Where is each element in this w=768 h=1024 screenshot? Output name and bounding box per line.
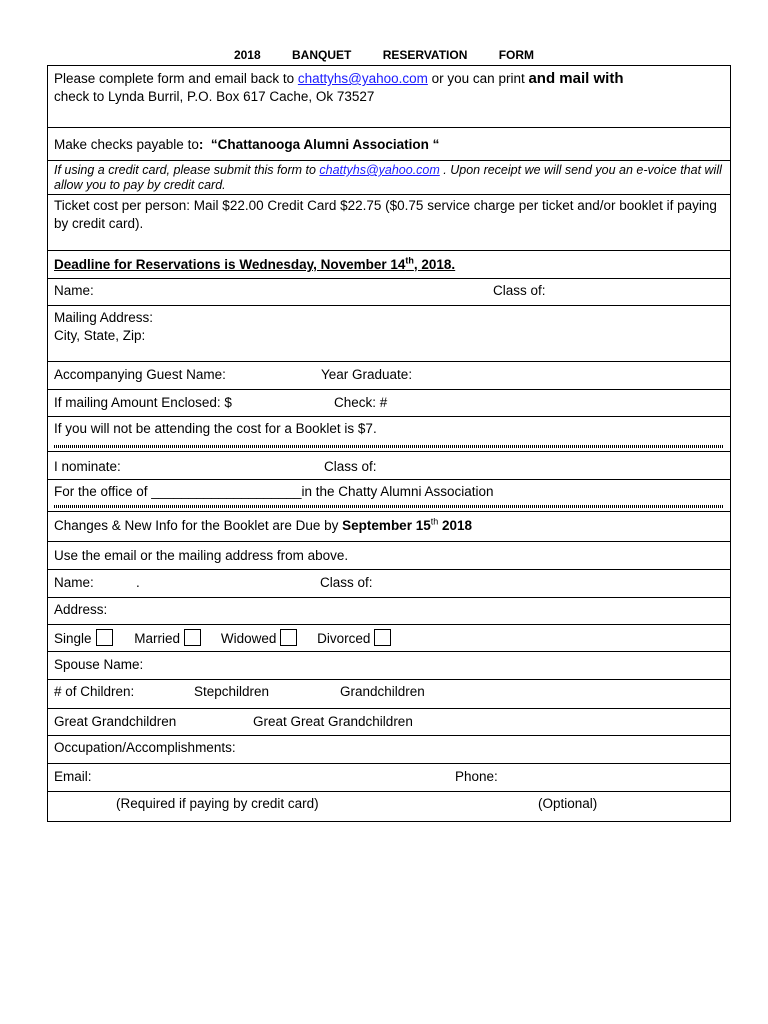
intro-row: [48, 66, 730, 128]
email-phone-row: [48, 764, 730, 792]
nominate-class-label: Class of:: [324, 459, 377, 474]
intro-mail-address: check to Lynda Burril, P.O. Box 617 Cache, Ok 73527: [54, 89, 375, 104]
name2-row: [48, 570, 730, 598]
nominate-row: [48, 452, 730, 480]
booklet-cost-row: [48, 417, 730, 452]
credit-text: If using a credit card, please submit this form to: [54, 163, 320, 177]
name2-class-label: Class of:: [320, 575, 373, 590]
mailing-address-label: Mailing Address:: [54, 310, 154, 325]
booklet-cost-text: If you will not be attending the cost for a Booklet is $7.: [54, 421, 377, 436]
checks-payee: “Chattanooga Alumni Association “: [210, 137, 440, 152]
changes-row: [48, 512, 730, 542]
title-form: FORM: [498, 48, 535, 62]
single-checkbox[interactable]: [96, 629, 113, 646]
credit-card-row: [48, 161, 730, 195]
checks-colon: :: [198, 137, 204, 152]
phone-label: Phone:: [455, 769, 498, 784]
deadline-year: , 2018.: [413, 257, 456, 272]
intro-bold-text: and mail with: [528, 70, 624, 87]
form-title: [0, 48, 768, 62]
great-grandchildren-row: [48, 709, 730, 736]
guest-name-label: Accompanying Guest Name:: [54, 367, 226, 382]
title-year: 2018: [233, 48, 261, 62]
intro-text-2: or you can print: [427, 71, 529, 86]
amount-enclosed-label: If mailing Amount Enclosed: $: [54, 395, 232, 410]
use-email-text: Use the email or the mailing address from above.: [54, 548, 349, 563]
name-row: [48, 279, 730, 306]
office-row: [48, 480, 730, 512]
changes-year: 2018: [438, 518, 473, 533]
widowed-label: Widowed: [220, 631, 277, 646]
married-checkbox[interactable]: [184, 629, 201, 646]
widowed-checkbox[interactable]: [280, 629, 297, 646]
intro-text: Please complete form and email back to: [54, 71, 298, 86]
use-email-row: [48, 542, 730, 570]
reservation-form-table: [47, 65, 731, 822]
city-state-zip-label: City, State, Zip:: [54, 328, 146, 343]
children-label: # of Children:: [54, 684, 135, 699]
year-graduate-label: Year Graduate:: [321, 367, 413, 382]
divorced-checkbox[interactable]: [374, 629, 391, 646]
great-grandchildren-label: Great Grandchildren: [54, 714, 177, 729]
address2-row: [48, 598, 730, 625]
credit-email-link[interactable]: chattyhs@yahoo.com: [319, 163, 440, 177]
name2-dot: .: [136, 575, 140, 590]
check-number-label: Check: #: [334, 395, 388, 410]
ticket-cost-row: [48, 195, 730, 251]
mailing-amount-row: [48, 390, 730, 417]
title-banquet: BANQUET: [292, 48, 352, 62]
grandchildren-label: Grandchildren: [340, 684, 425, 699]
deadline-row: [48, 251, 730, 279]
intro-email-link[interactable]: chattyhs@yahoo.com: [297, 71, 428, 86]
stepchildren-label: Stepchildren: [194, 684, 270, 699]
deadline-text: Deadline for Reservations is Wednesday, November 14: [54, 257, 406, 272]
mailing-address-row: [48, 306, 730, 362]
spouse-name-label: Spouse Name:: [54, 657, 144, 672]
dotted-divider: [54, 445, 724, 448]
guest-row: [48, 362, 730, 390]
notes-row: [48, 792, 730, 821]
email-required-note: (Required if paying by credit card): [116, 796, 319, 811]
name2-label: Name:: [54, 575, 94, 590]
occupation-label: Occupation/Accomplishments:: [54, 740, 236, 755]
great-great-grandchildren-label: Great Great Grandchildren: [253, 714, 413, 729]
ticket-cost-text: Ticket cost per person: Mail $22.00 Credit Card $22.75 ($0.75 service charge per ticket and/or booklet if paying by credit card).: [54, 198, 717, 231]
children-row: [48, 680, 730, 709]
phone-optional-note: (Optional): [538, 796, 598, 811]
email-label: Email:: [54, 769, 92, 784]
address2-label: Address:: [54, 602, 108, 617]
title-reservation: RESERVATION: [382, 48, 468, 62]
divorced-label: Divorced: [317, 631, 371, 646]
single-label: Single: [54, 631, 92, 646]
changes-sup: th: [430, 516, 439, 527]
marital-status-row: [48, 625, 730, 652]
married-label: Married: [134, 631, 181, 646]
deadline-sup: th: [405, 255, 414, 266]
changes-text: Changes & New Info for the Booklet are Due by: [54, 518, 343, 533]
occupation-row: [48, 736, 730, 764]
dotted-divider: [54, 505, 724, 508]
nominate-label: I nominate:: [54, 459, 121, 474]
credit-text-2: . Upon receipt we will send you an e-voice that will allow you to pay by credit card.: [54, 163, 722, 192]
spouse-row: [48, 652, 730, 680]
class-of-label: Class of:: [493, 283, 546, 298]
checks-label: Make checks payable to: [54, 137, 199, 152]
office-text: For the office of ____________________in the Chatty Alumni Association: [54, 484, 494, 499]
name-label: Name:: [54, 283, 94, 298]
checks-payable-row: [48, 128, 730, 161]
changes-date: September 15: [342, 518, 431, 533]
